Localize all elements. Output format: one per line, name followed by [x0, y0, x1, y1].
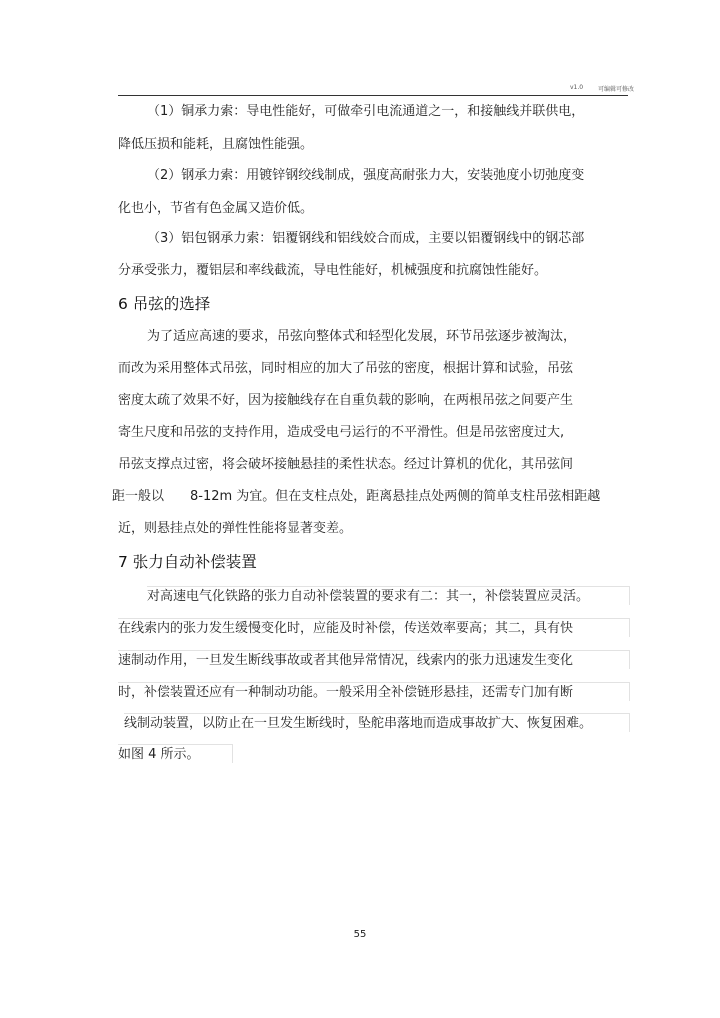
section-7-line-1: 对高速电气化铁路的张力自动补偿装置的要求有二：其一，补偿装置应灵活。: [147, 586, 630, 605]
para-steel-line-1: （2）钢承力索：用镀锌钢绞线制成，强度高耐张力大，安装弛度小切弛度变: [147, 168, 585, 183]
header-version: v1.0: [570, 84, 584, 91]
section-7-line-4: 时，补偿装置还应有一种制动功能。一般采用全补偿链形悬挂，还需专门加有断: [118, 682, 630, 701]
section-6-line-7: 近，则悬挂点处的弹性性能将显著变差。: [118, 521, 353, 536]
para-copper-line-1: （1）铜承力索：导电性能好，可做牵引电流通道之一，和接触线并联供电，: [147, 104, 585, 119]
para-alsteel-line-2: 分承受张力，覆铝层和率线截流，导电性能好，机械强度和抗腐蚀性能好。: [118, 263, 548, 278]
section-7-line-3: 速制动作用，一旦发生断线事故或者其他异常情况，线索内的张力迅速发生变化: [118, 650, 630, 669]
section-6-line-1: 为了适应高速的要求，吊弦向整体式和轻型化发展，环节吊弦逐步被淘汰，: [147, 329, 577, 344]
section-6-line-6b: 8-12m 为宜。但在支柱点处，距离悬挂点处两侧的简单支柱吊弦相距越: [190, 489, 601, 504]
section-7-heading: 7 张力自动补偿装置: [118, 553, 257, 571]
header-label: 可编辑可修改: [598, 86, 635, 93]
section-7-line-2: 在线索内的张力发生缓慢变化时，应能及时补偿，传送效率要高；其二，具有快: [118, 618, 630, 637]
section-6-heading: 6 吊弦的选择: [118, 295, 211, 313]
page-number: 55: [353, 929, 367, 940]
para-alsteel-line-1: （3）铝包钢承力索：铝覆钢线和铝线姣合而成，主要以铝覆钢线中的钢芯部: [147, 231, 585, 246]
header-rule: [118, 95, 628, 96]
section-6-line-4: 寄生尺度和吊弦的支持作用，造成受电弓运行的不平滑性。但是吊弦密度过大,: [118, 425, 565, 440]
para-steel-line-2: 化也小，节省有色金属又造价低。: [118, 201, 314, 216]
section-7-line-5: 线制动装置，以防止在一旦发生断线时，坠舵串落地而造成事故扩大、恢复困难。: [124, 713, 630, 732]
section-6-line-2: 而改为采用整体式吊弦，同时相应的加大了吊弦的密度，根据计算和试验，吊弦: [118, 361, 574, 376]
section-6-line-5: 吊弦支撑点过密，将会破坏接触悬挂的柔性状态。经过计算机的优化，其吊弦间: [118, 457, 574, 472]
section-6-line-3: 密度太疏了效果不好，因为接触线存在自重负载的影响，在两根吊弦之间要产生: [118, 393, 574, 408]
section-6-line-6a: 距一般以: [112, 489, 165, 504]
section-7-line-6: 如图 4 所示。: [118, 744, 233, 763]
para-copper-line-2: 降低压损和能耗，且腐蚀性能强。: [118, 137, 314, 152]
